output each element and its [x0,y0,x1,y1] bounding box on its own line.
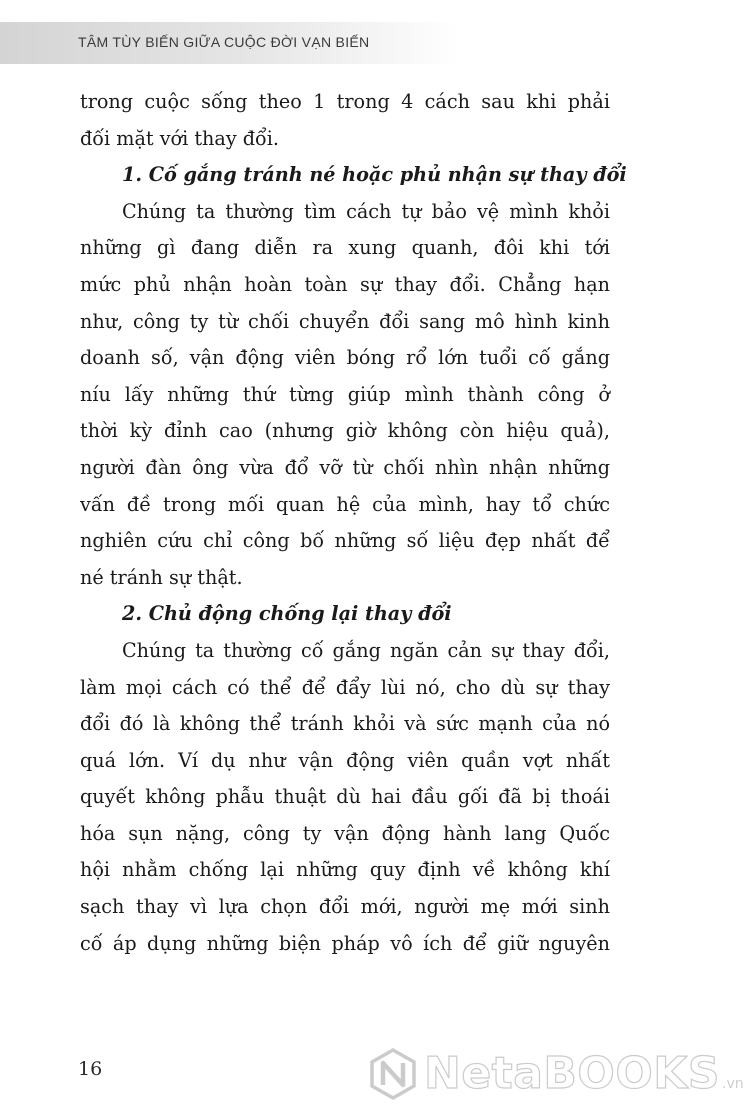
body-line: người đàn ông vừa đổ vỡ từ chối nhìn nhận những [80,455,610,479]
body-line: đổi đó là không thể tránh khỏi và sức mạnh của nó [80,712,610,736]
netabooks-watermark [366,1046,744,1102]
page-body [80,84,627,962]
running-header-title: TÂM TÙY BIẾN GIỮA CUỘC ĐỜI VẠN BIẾN [78,34,370,50]
body-line: sạch thay vì lựa chọn đổi mới, người mẹ mới sinh [80,895,610,919]
section-heading-1: 1. Cố gắng tránh né hoặc phủ nhận sự thay đổi [122,163,627,187]
body-line: nghiên cứu chỉ công bố những số liệu đẹp nhất để [80,529,610,553]
body-line: Chúng ta thường cố gắng ngăn cản sự thay đổi, [122,638,610,662]
body-line: trong cuộc sống theo 1 trong 4 cách sau khi phải [80,90,610,113]
body-line: đối mặt với thay đổi. [80,126,280,150]
body-line: doanh số, vận động viên bóng rổ lớn tuổi cố gắng [80,346,610,370]
body-line: vấn đề trong mối quan hệ của mình, hay tổ chức [80,492,610,516]
body-line: làm mọi cách có thể để đẩy lùi nó, cho dù sự thay [80,675,610,699]
neta-hexagon-logo-icon [366,1047,420,1101]
body-line: cố áp dụng những biện pháp vô ích để giữ nguyên [80,931,610,955]
body-line: níu lấy những thứ từng giúp mình thành công ở [80,382,610,406]
section-heading-2: 2. Chủ động chống lại thay đổi [122,602,452,626]
body-line: mức phủ nhận hoàn toàn sự thay đổi. Chẳng hạn [80,272,610,296]
body-line: những gì đang diễn ra xung quanh, đôi khi tới [80,236,610,260]
watermark-brand: NetaBOOKS [424,1048,721,1099]
body-line: như, công ty từ chối chuyển đổi sang mô hình kinh [80,309,610,333]
body-line: thời kỳ đỉnh cao (nhưng giờ không còn hiệu quả), [80,419,610,443]
body-line: quyết không phẫu thuật dù hai đầu gối đã bị thoái [80,785,610,809]
body-line: hội nhằm chống lại những quy định về không khí [80,858,610,882]
body-line: quá lớn. Ví dụ như vận động viên quần vợt nhất [80,748,610,772]
watermark-suffix: .vn [722,1076,744,1092]
body-line: hóa sụn nặng, công ty vận động hành lang Quốc [80,821,610,845]
body-line: Chúng ta thường tìm cách tự bảo vệ mình khỏi [122,199,610,223]
page-number: 16 [78,1058,103,1080]
body-line: né tránh sự thật. [80,565,243,589]
